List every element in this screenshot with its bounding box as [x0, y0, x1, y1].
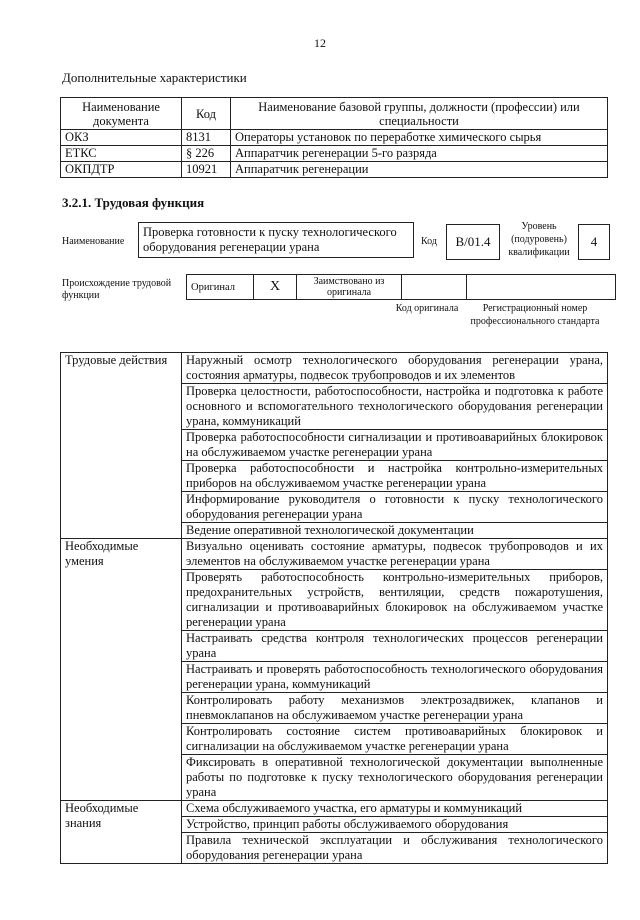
section-item: Правила технической эксплуатации и обслуживания технологического оборудования регенерации урана — [182, 833, 608, 864]
table-cell: 10921 — [182, 162, 231, 178]
reg-number-cell — [467, 275, 616, 300]
page-number: 12 — [314, 36, 326, 50]
table-cell: Аппаратчик регенерации — [231, 162, 608, 178]
table-cell: ОКЗ — [61, 130, 182, 146]
origin-label: Происхождение трудовой функции — [62, 278, 172, 301]
function-code-box: B/01.4 — [446, 224, 500, 260]
table-cell: Аппаратчик регенерации 5-го разряда — [231, 146, 608, 162]
table-cell: ЕТКС — [61, 146, 182, 162]
original-mark: X — [254, 275, 297, 300]
section-item: Наружный осмотр технологического оборудования регенерации урана, состояния арматуры, подвесок трубопроводов и их элементов — [182, 353, 608, 384]
table-cell: ОКПДТР — [61, 162, 182, 178]
column-header: Наименование документа — [61, 98, 182, 130]
table-row — [61, 353, 608, 384]
section-item: Фиксировать в оперативной технологической документации выполненные работы по подготовке к пуску технологического оборудования регенерации урана — [182, 755, 608, 801]
column-header: Код — [182, 98, 231, 130]
table-row — [61, 539, 608, 570]
table-cell: 8131 — [182, 130, 231, 146]
section-item: Настраивать и проверять работоспособность технологического оборудования регенерации урана, коммуникаций — [182, 662, 608, 693]
table-row — [61, 146, 608, 162]
reg-number-label: Регистрационный номер профессионального стандарта — [470, 303, 600, 327]
function-name-box: Проверка готовности к пуску технологического оборудования регенерации урана — [138, 222, 414, 258]
section-item: Настраивать средства контроля технологических процессов регенерации урана — [182, 631, 608, 662]
labor-function-table — [60, 352, 608, 864]
labor-function-title: 3.2.1. Трудовая функция — [62, 195, 205, 210]
section-item: Информирование руководителя о готовности к пуску технологического оборудования регенерации урана — [182, 492, 608, 523]
section-title: Необходимые умения — [61, 539, 182, 801]
section-item: Проверка целостности, работоспособности, настройка и подготовка к работе основного и вспомогательного технологического оборудования регенерации урана, коммуникаций — [182, 384, 608, 430]
origin-table — [186, 274, 616, 300]
section-item: Схема обслуживаемого участка, его арматуры и коммуникаций — [182, 801, 608, 817]
table-cell: Операторы установок по переработке химического сырья — [231, 130, 608, 146]
additional-characteristics-title: Дополнительные характеристики — [62, 70, 247, 85]
section-item: Проверка работоспособности и настройка контрольно-измерительных приборов на обслуживаемом участке регенерации урана — [182, 461, 608, 492]
qualification-level-label: Уровень (подуровень) квалификации — [508, 221, 570, 258]
table-row — [61, 130, 608, 146]
section-title: Необходимые знания — [61, 801, 182, 864]
table-header-row — [61, 98, 608, 130]
qualification-level-box: 4 — [578, 224, 610, 260]
code-original-cell — [402, 275, 467, 300]
code-label: Код — [421, 236, 437, 247]
code-original-label: Код оригинала — [395, 303, 459, 314]
section-item: Контролировать работу механизмов электрозадвижек, клапанов и пневмоклапанов на обслуживаемом участке регенерации урана — [182, 693, 608, 724]
section-item: Проверять работоспособность контрольно-измерительных приборов, предохранительных устройств, вентиляции, средств пожаротушения, сигнализации и противоаварийных блокировок на обслуживаемом участке регенерации урана — [182, 570, 608, 631]
original-label: Оригинал — [187, 275, 254, 300]
section-title: Трудовые действия — [61, 353, 182, 539]
table-cell: § 226 — [182, 146, 231, 162]
section-item: Контролировать состояние систем противоаварийных блокировок и сигнализации на обслуживаемом участке регенерации урана — [182, 724, 608, 755]
section-item: Визуально оценивать состояние арматуры, подвесок трубопроводов и их элементов на обслуживаемом участке регенерации урана — [182, 539, 608, 570]
section-item: Ведение оперативной технологической документации — [182, 523, 608, 539]
column-header: Наименование базовой группы, должности (профессии) или специальности — [231, 98, 608, 130]
name-label: Наименование — [62, 236, 125, 247]
additional-characteristics-table — [60, 97, 608, 178]
table-row — [61, 801, 608, 817]
borrowed-label: Заимствовано из оригинала — [297, 275, 402, 300]
table-row — [61, 162, 608, 178]
section-item: Проверка работоспособности сигнализации и противоаварийных блокировок на обслуживаемом участке регенерации урана — [182, 430, 608, 461]
section-item: Устройство, принцип работы обслуживаемого оборудования — [182, 817, 608, 833]
